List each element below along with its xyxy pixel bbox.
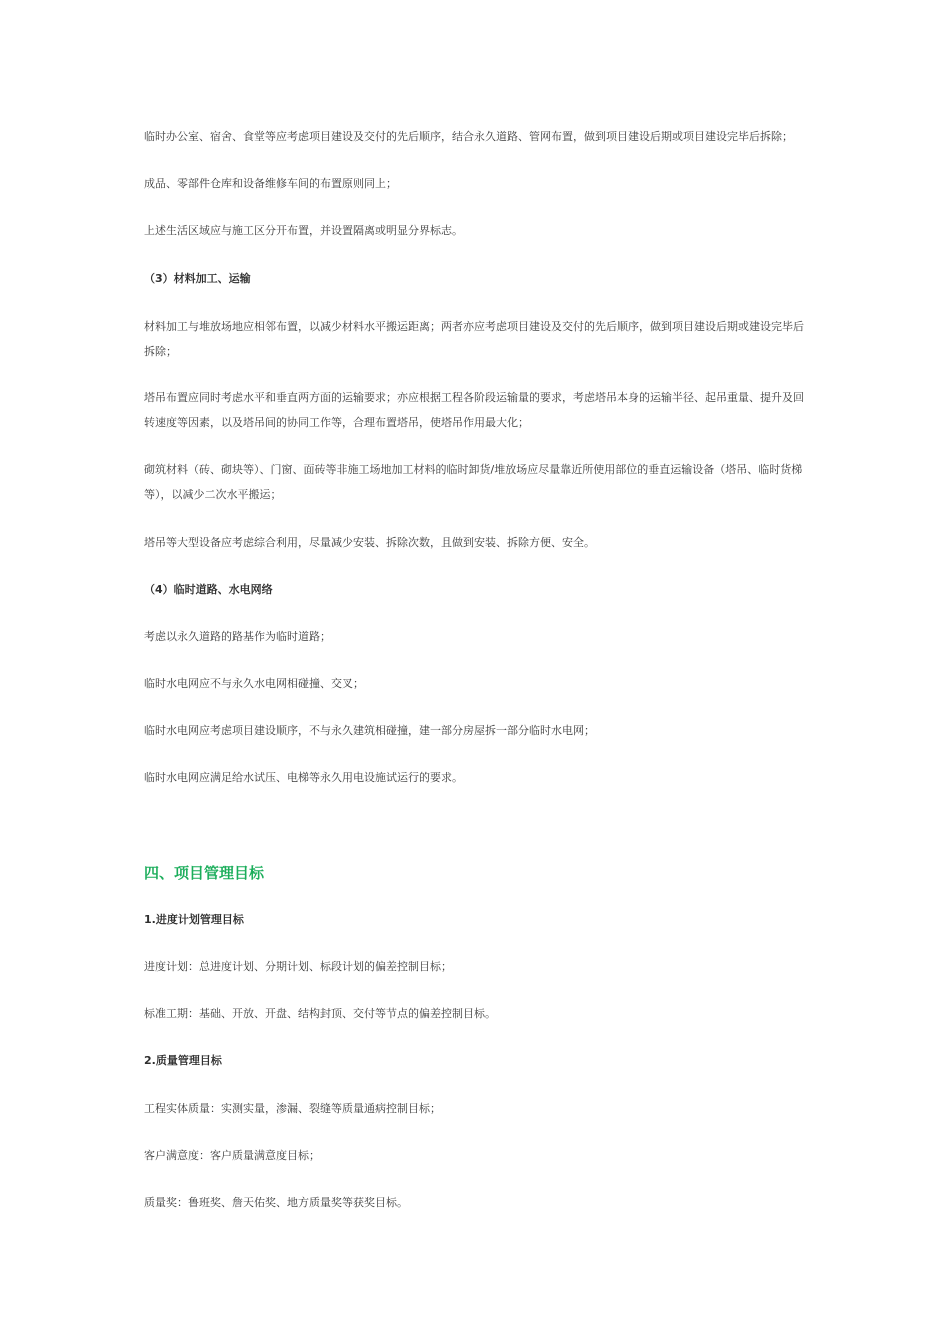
heading-quality-goals: 2.质量管理目标 [144, 1054, 222, 1067]
paragraph-living-zone: 上述生活区域应与施工区分开布置，并设置隔离或明显分界标志。 [144, 224, 463, 237]
paragraph-customer-satisfaction: 客户满意度：客户质量满意度目标； [144, 1149, 320, 1162]
paragraph-tower-crane-layout: 塔吊布置应同时考虑水平和垂直两方面的运输要求；亦应根据工程各阶段运输量的要求，考虑塔吊本身的运输半径、起吊重量、提升及回转速度等因素，以及塔吊间的协同工作等，合理布置塔吊，使塔吊作用最大化； [144, 391, 804, 429]
heading-temp-road-utilities: （4）临时道路、水电网络 [144, 583, 273, 596]
paragraph-temp-road: 考虑以永久道路的路基作为临时道路； [144, 630, 331, 643]
heading-material-transport: （3）材料加工、运输 [144, 272, 251, 285]
paragraph-utility-no-clash: 临时水电网应不与永久水电网相碰撞、交叉； [144, 677, 364, 690]
paragraph-utility-testing: 临时水电网应满足给水试压、电梯等永久用电设施试运行的要求。 [144, 771, 463, 784]
paragraph-masonry-unloading: 砌筑材料（砖、砌块等）、门窗、面砖等非施工场地加工材料的临时卸货/堆放场应尽量靠近所使用部位的垂直运输设备（塔吊、临时货梯等），以减少二次水平搬运； [144, 463, 803, 501]
paragraph-quality-awards: 质量奖：鲁班奖、詹天佑奖、地方质量奖等获奖目标。 [144, 1196, 408, 1209]
paragraph-material-yard: 材料加工与堆放场地应相邻布置，以减少材料水平搬运距离；两者亦应考虑项目建设及交付的先后顺序，做到项目建设后期或建设完毕后拆除； [144, 320, 804, 358]
paragraph-standard-duration: 标准工期：基础、开放、开盘、结构封顶、交付等节点的偏差控制目标。 [144, 1007, 496, 1020]
heading-schedule-goals: 1.进度计划管理目标 [144, 913, 244, 926]
paragraph-schedule-plan: 进度计划：总进度计划、分期计划、标段计划的偏差控制目标； [144, 960, 452, 973]
paragraph-temp-office: 临时办公室、宿舍、食堂等应考虑项目建设及交付的先后顺序，结合永久道路、管网布置，做到项目建设后期或项目建设完毕后拆除； [144, 130, 793, 143]
paragraph-physical-quality: 工程实体质量：实测实量，渗漏、裂缝等质量通病控制目标； [144, 1102, 441, 1115]
section-title-management-goals: 四、项目管理目标 [144, 864, 265, 882]
paragraph-warehouse: 成品、零部件仓库和设备维修车间的布置原则同上； [144, 177, 397, 190]
paragraph-crane-reuse: 塔吊等大型设备应考虑综合利用，尽量减少安装、拆除次数，且做到安装、拆除方便、安全。 [144, 536, 595, 549]
paragraph-utility-sequence: 临时水电网应考虑项目建设顺序，不与永久建筑相碰撞，建一部分房屋拆一部分临时水电网； [144, 724, 595, 737]
